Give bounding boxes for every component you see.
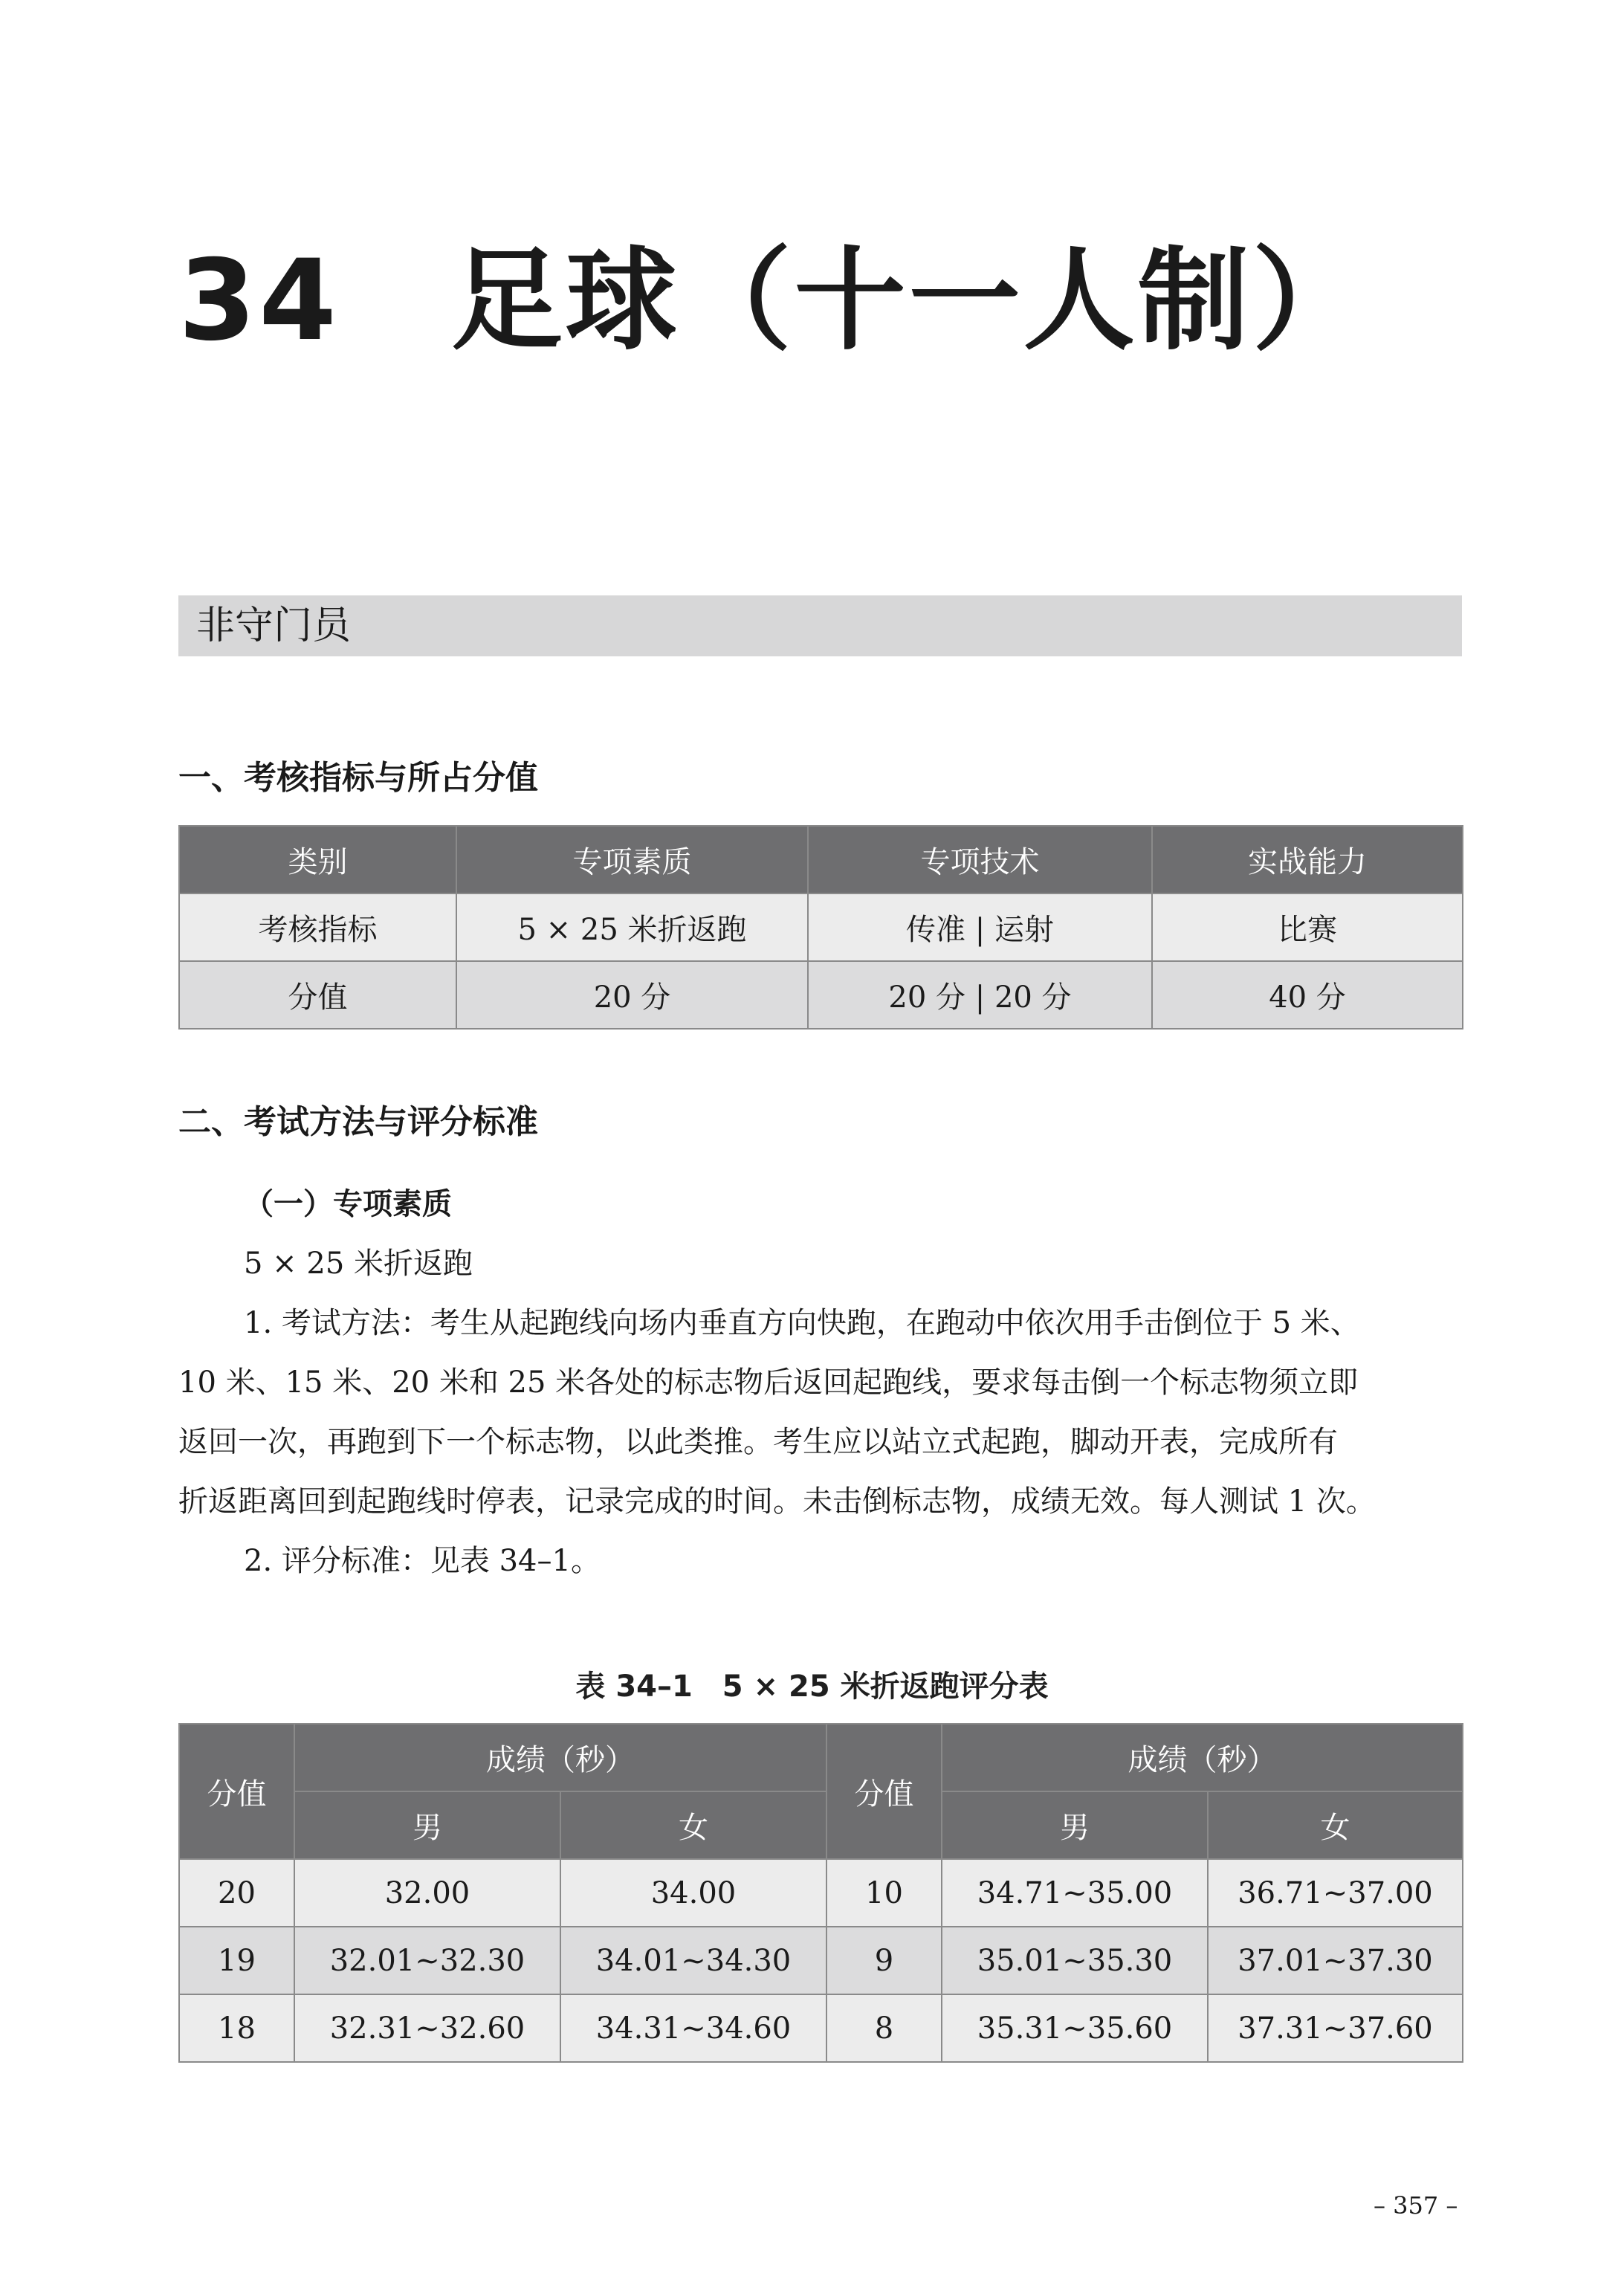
header-cell: 男 <box>294 1791 560 1859</box>
method-line: 折返距离回到起跑线时停表，记录完成的时间。未击倒标志物，成绩无效。每人测试 1 次。 <box>178 1484 1376 1519</box>
chapter-number: 34 <box>178 236 340 366</box>
table-cell: 34.01~34.30 <box>560 1927 826 1994</box>
assessment-table <box>178 825 1463 1030</box>
table-header-row <box>179 826 1463 893</box>
table-row <box>179 1927 1463 1994</box>
chapter-name: 足球（十一人制） <box>450 236 1367 366</box>
table-cell: 34.00 <box>560 1859 826 1927</box>
header-cell: 成绩（秒） <box>294 1724 826 1791</box>
table-cell: 比赛 <box>1152 893 1463 961</box>
table-cell: 9 <box>826 1927 942 1994</box>
method-line: 返回一次，再跑到下一个标志物，以此类推。考生应以站立式起跑，脚动开表，完成所有 <box>178 1425 1338 1459</box>
table-cell: 34.31~34.60 <box>560 1994 826 2062</box>
header-cell: 实战能力 <box>1152 826 1463 893</box>
table-row <box>179 961 1463 1029</box>
header-cell: 成绩（秒） <box>942 1724 1463 1791</box>
table-cell: 35.31~35.60 <box>942 1994 1208 2062</box>
method-line: 10 米、15 米、20 米和 25 米各处的标志物后返回起跑线，要求每击倒一个标志物须立即 <box>178 1365 1359 1400</box>
table-row <box>179 1859 1463 1927</box>
table-cell: 18 <box>179 1994 294 2062</box>
method-line: 1. 考试方法：考生从起跑线向场内垂直方向快跑，在跑动中依次用手击倒位于 5 米、 <box>244 1306 1360 1340</box>
header-cell: 分值 <box>826 1724 942 1859</box>
table-cell: 37.31~37.60 <box>1208 1994 1463 2062</box>
header-cell: 专项技术 <box>808 826 1152 893</box>
table-row <box>179 1994 1463 2062</box>
section-bar: 非守门员 <box>178 595 1462 656</box>
header-cell: 女 <box>560 1791 826 1859</box>
table-cell: 19 <box>179 1927 294 1994</box>
table-cell: 5 × 25 米折返跑 <box>456 893 808 961</box>
chapter-title <box>178 236 1367 366</box>
table-cell: 分值 <box>179 961 456 1029</box>
table-cell: 传准 | 运射 <box>808 893 1152 961</box>
table-cell: 40 分 <box>1152 961 1463 1029</box>
table-header-row <box>179 1791 1463 1859</box>
table-cell: 20 <box>179 1859 294 1927</box>
scoring-table <box>178 1723 1463 2063</box>
table-header-row <box>179 1724 1463 1791</box>
item-title: 5 × 25 米折返跑 <box>244 1247 473 1281</box>
table-cell: 36.71~37.00 <box>1208 1859 1463 1927</box>
header-cell: 男 <box>942 1791 1208 1859</box>
table-caption: 表 34–1 5 × 25 米折返跑评分表 <box>575 1670 1049 1704</box>
table-cell: 32.01~32.30 <box>294 1927 560 1994</box>
table-cell: 32.00 <box>294 1859 560 1927</box>
table-cell: 34.71~35.00 <box>942 1859 1208 1927</box>
scoring-line: 2. 评分标准：见表 34–1。 <box>244 1544 601 1578</box>
heading-assessment-items: 一、考核指标与所占分值 <box>178 759 538 797</box>
table-cell: 35.01~35.30 <box>942 1927 1208 1994</box>
table-cell: 32.31~32.60 <box>294 1994 560 2062</box>
header-cell: 类别 <box>179 826 456 893</box>
table-row <box>179 893 1463 961</box>
table-cell: 8 <box>826 1994 942 2062</box>
heading-exam-method: 二、考试方法与评分标准 <box>178 1103 538 1141</box>
page-number: – 357 – <box>1374 2191 1458 2220</box>
table-cell: 20 分 | 20 分 <box>808 961 1152 1029</box>
table-cell: 37.01~37.30 <box>1208 1927 1463 1994</box>
header-cell: 女 <box>1208 1791 1463 1859</box>
header-cell: 分值 <box>179 1724 294 1859</box>
table-cell: 考核指标 <box>179 893 456 961</box>
table-cell: 10 <box>826 1859 942 1927</box>
table-cell: 20 分 <box>456 961 808 1029</box>
header-cell: 专项素质 <box>456 826 808 893</box>
subsection-title: （一）专项素质 <box>244 1187 452 1221</box>
